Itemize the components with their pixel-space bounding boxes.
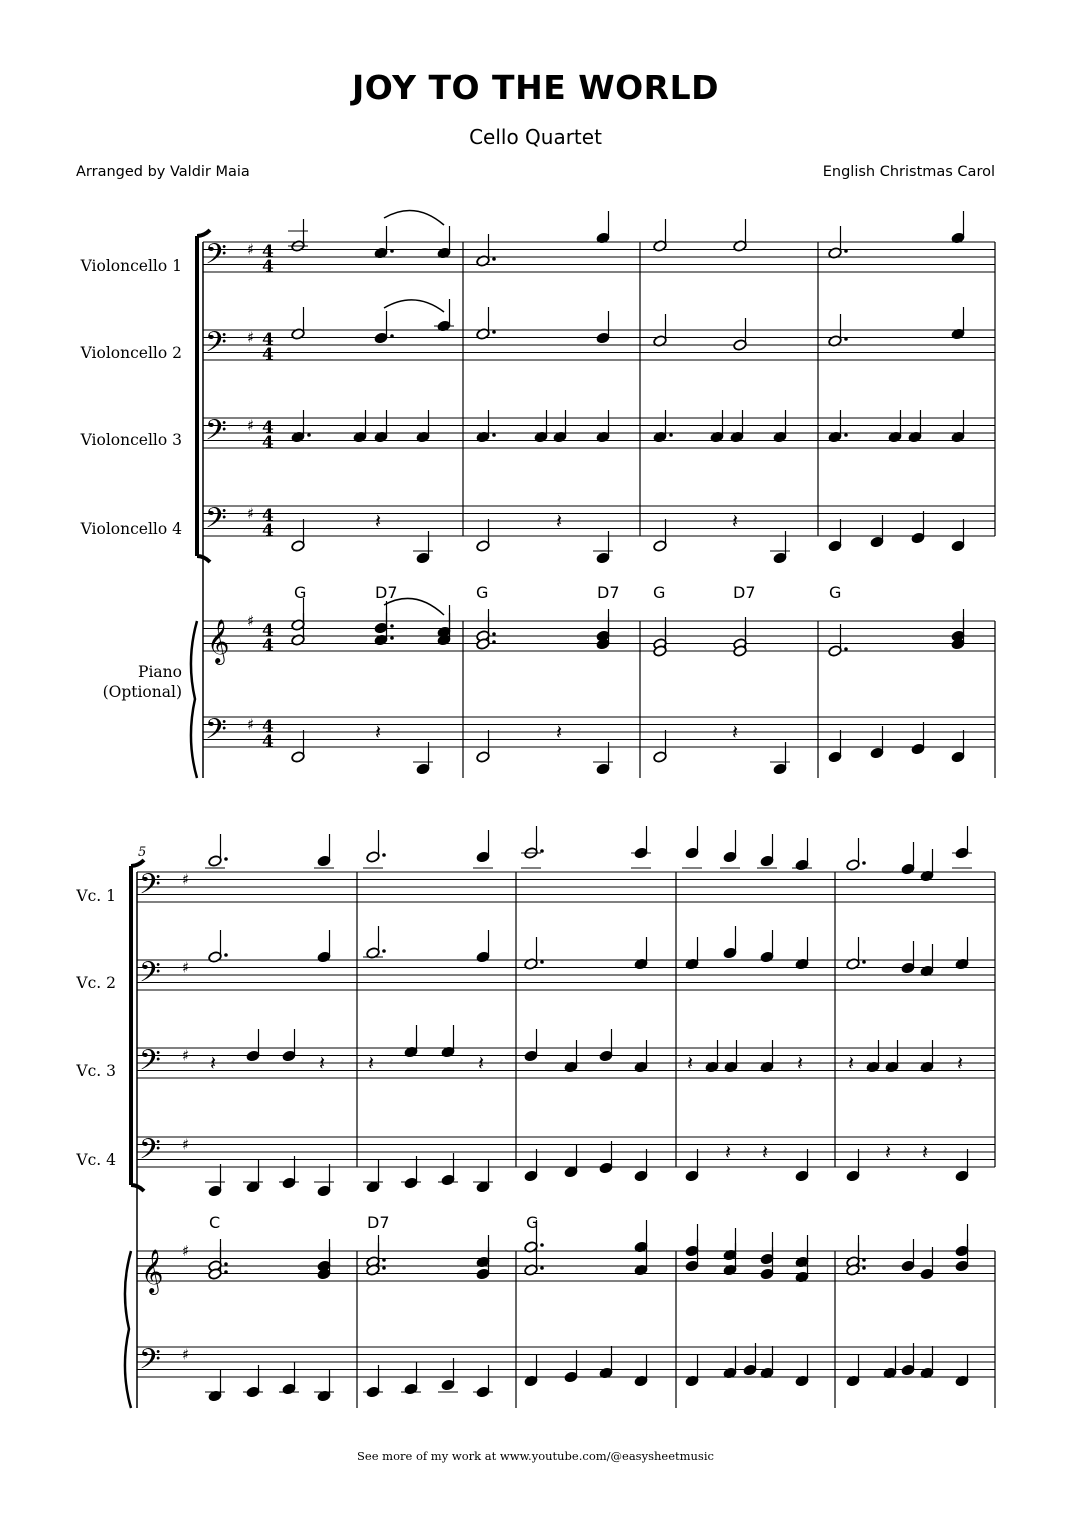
note-dot: [862, 960, 866, 964]
chord-symbol: D7: [375, 583, 398, 602]
chord-symbol: D7: [367, 1213, 390, 1232]
bass-clef-icon: 𝄢: [205, 238, 227, 278]
note-dot: [492, 632, 496, 636]
slur: [384, 210, 444, 225]
note-dot: [390, 249, 394, 253]
quarter-rest-icon: 𝄽: [725, 1140, 732, 1164]
bass-clef-icon: 𝄢: [139, 956, 161, 996]
note-dot: [307, 433, 311, 437]
time-signature-denominator: 4: [262, 521, 274, 541]
note-dot: [862, 1258, 866, 1262]
key-signature-sharp: ♯: [182, 1242, 190, 1260]
bass-clef-icon: 𝄢: [205, 414, 227, 454]
note-dot: [862, 1266, 866, 1270]
key-signature-sharp: ♯: [182, 1345, 190, 1364]
quarter-rest-icon: 𝄽: [319, 1051, 326, 1075]
quarter-rest-icon: 𝄽: [556, 720, 563, 744]
note-dot: [862, 861, 866, 865]
quarter-rest-icon: 𝄽: [957, 1051, 964, 1075]
chord-symbol: D7: [733, 583, 756, 602]
time-signature-numerator: 4: [262, 506, 274, 526]
instrument-label-vc3: Violoncello 3: [80, 431, 182, 449]
chord-symbol: G: [526, 1213, 539, 1232]
arranger-credit: Arranged by Valdir Maia: [76, 164, 250, 180]
note-dot: [224, 1262, 228, 1266]
quarter-rest-icon: 𝄽: [732, 509, 739, 533]
note-dot: [224, 857, 228, 861]
note-dot: [844, 647, 848, 651]
key-signature-sharp: ♯: [247, 416, 255, 435]
bass-clef-icon: 𝄢: [205, 502, 227, 542]
quarter-rest-icon: 𝄽: [762, 1140, 769, 1164]
note-dot: [844, 337, 848, 341]
chord-symbol: C: [209, 1213, 221, 1232]
chord-symbol: G: [294, 583, 307, 602]
key-signature-sharp: ♯: [247, 612, 255, 630]
quarter-rest-icon: 𝄽: [687, 1051, 694, 1075]
key-signature-sharp: ♯: [182, 1046, 190, 1065]
quarter-rest-icon: 𝄽: [210, 1051, 217, 1075]
instrument-label-vc3-short: Vc. 3: [76, 1062, 116, 1080]
quarter-rest-icon: 𝄽: [922, 1140, 929, 1164]
piano-label-line1: Piano: [138, 663, 182, 681]
chord-symbol: G: [653, 583, 666, 602]
treble-clef-icon: 𝄞: [141, 1249, 164, 1293]
quarter-rest-icon: 𝄽: [368, 1051, 375, 1075]
piano-brace: [125, 1251, 131, 1408]
note-dot: [540, 960, 544, 964]
note-dot: [382, 1258, 386, 1262]
time-signature-denominator: 4: [262, 732, 274, 752]
note-dot: [492, 257, 496, 261]
note-dot: [844, 249, 848, 253]
key-signature-sharp: ♯: [247, 504, 255, 523]
time-signature-denominator: 4: [262, 257, 274, 277]
key-signature-sharp: ♯: [182, 870, 190, 889]
note-dot: [540, 1243, 544, 1247]
composer-credit: English Christmas Carol: [822, 164, 995, 180]
instrument-label-vc1-short: Vc. 1: [76, 887, 116, 905]
instrument-label-vc2-short: Vc. 2: [76, 974, 116, 992]
time-signature-numerator: 4: [262, 242, 274, 262]
score-subtitle: Cello Quartet: [469, 125, 602, 149]
note-dot: [492, 330, 496, 334]
instrument-label-vc4: Violoncello 4: [80, 520, 182, 538]
measure-number: 5: [138, 845, 147, 860]
time-signature-denominator: 4: [262, 345, 274, 365]
score-title: JOY TO THE WORLD: [351, 68, 720, 107]
piano-label-line2: (Optional): [102, 683, 182, 701]
bass-clef-icon: 𝄢: [139, 1343, 161, 1383]
note-dot: [224, 1270, 228, 1274]
note-dot: [382, 1266, 386, 1270]
note-dot: [382, 853, 386, 857]
treble-clef-icon: 𝄞: [207, 619, 230, 663]
bass-clef-icon: 𝄢: [205, 326, 227, 366]
note-dot: [492, 433, 496, 437]
key-signature-sharp: ♯: [182, 958, 190, 977]
slur: [384, 300, 444, 312]
note-dot: [390, 624, 394, 628]
instrument-label-vc1: Violoncello 1: [80, 257, 182, 275]
note-dot: [390, 636, 394, 640]
bass-clef-icon: 𝄢: [205, 713, 227, 753]
quarter-rest-icon: 𝄽: [375, 720, 382, 744]
key-signature-sharp: ♯: [247, 715, 255, 734]
chord-symbol: G: [829, 583, 842, 602]
note-dot: [492, 640, 496, 644]
piano-brace: [191, 621, 197, 778]
note-dot: [224, 953, 228, 957]
note-dot: [540, 849, 544, 853]
time-signature-numerator: 4: [262, 717, 274, 737]
quarter-rest-icon: 𝄽: [797, 1051, 804, 1075]
note-dot: [844, 433, 848, 437]
key-signature-sharp: ♯: [247, 328, 255, 347]
quarter-rest-icon: 𝄽: [848, 1051, 855, 1075]
time-signature-denominator: 4: [262, 433, 274, 453]
bass-clef-icon: 𝄢: [139, 1133, 161, 1173]
quarter-rest-icon: 𝄽: [478, 1051, 485, 1075]
key-signature-sharp: ♯: [247, 240, 255, 259]
time-signature-numerator: 4: [262, 418, 274, 438]
note-dot: [390, 334, 394, 338]
time-signature-denominator: 4: [262, 636, 274, 656]
instrument-label-vc2: Violoncello 2: [80, 344, 182, 362]
instrument-label-vc4-short: Vc. 4: [76, 1151, 116, 1169]
bass-clef-icon: 𝄢: [139, 868, 161, 908]
bass-clef-icon: 𝄢: [139, 1044, 161, 1084]
quarter-rest-icon: 𝄽: [556, 509, 563, 533]
time-signature-numerator: 4: [262, 330, 274, 350]
note-dot: [540, 1266, 544, 1270]
key-signature-sharp: ♯: [182, 1135, 190, 1154]
slur: [384, 598, 444, 615]
chord-symbol: G: [476, 583, 489, 602]
quarter-rest-icon: 𝄽: [885, 1140, 892, 1164]
note-dot: [382, 949, 386, 953]
footer-credit: See more of my work at www.youtube.com/@easysheetmusic: [357, 1449, 714, 1463]
chord-symbol: D7: [597, 583, 620, 602]
quarter-rest-icon: 𝄽: [375, 509, 382, 533]
time-signature-numerator: 4: [262, 621, 274, 641]
quarter-rest-icon: 𝄽: [732, 720, 739, 744]
note-dot: [669, 433, 673, 437]
